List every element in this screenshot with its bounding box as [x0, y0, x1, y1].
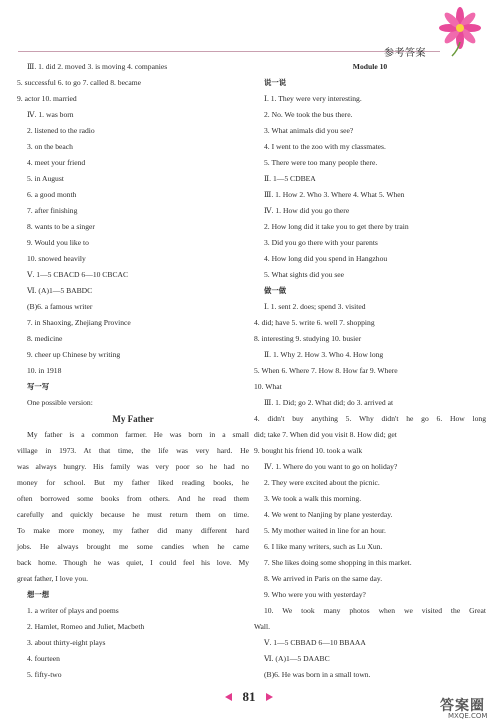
- answer-line: 8. We arrived in Paris on the same day.: [264, 574, 383, 583]
- answer-line: great father, I love you.: [17, 574, 88, 583]
- header-rule: [18, 51, 440, 52]
- answer-line: Ⅲ. 1. How 2. Who 3. Where 4. What 5. When: [264, 190, 405, 199]
- answer-line: 8. interesting 9. studying 10. busier: [254, 334, 362, 343]
- answer-line: 7. in Shaoxing, Zhejiang Province: [27, 318, 131, 327]
- answer-line: 10. snowed heavily: [27, 254, 86, 263]
- answer-line: was always hungry. His family was very poor so he had no: [17, 462, 249, 471]
- answer-line: 4. How long did you spend in Hangzhou: [264, 254, 388, 263]
- answer-line: 1. a writer of plays and poems: [27, 606, 119, 615]
- answer-line: To make more money, my father did many different hard: [17, 526, 249, 535]
- answer-line: 10. What: [254, 382, 282, 391]
- answer-line: 9. actor 10. married: [17, 94, 77, 103]
- answer-line: 2. Hamlet, Romeo and Juliet, Macbeth: [27, 622, 145, 631]
- answer-line: money for school. But my father liked reading books, he: [17, 478, 249, 487]
- answer-line: 4. did; have 5. write 6. well 7. shopping: [254, 318, 375, 327]
- watermark-logo: [440, 695, 500, 723]
- answer-line: 5. in August: [27, 174, 64, 183]
- answer-line: 2. No. We took the bus there.: [264, 110, 353, 119]
- answer-line: 3. We took a walk this morning.: [264, 494, 362, 503]
- answer-line: Ⅰ. 1. sent 2. does; spend 3. visited: [264, 302, 366, 311]
- flower-icon: [430, 2, 486, 58]
- answer-line: Module 10: [352, 62, 388, 71]
- answer-line: often borrowed some books from others. And he read them: [17, 494, 249, 503]
- answer-line: 5. My mother waited in line for an hour.: [264, 526, 386, 535]
- answer-line: 9. Who were you with yesterday?: [264, 590, 366, 599]
- answer-line: 3. about thirty-eight plays: [27, 638, 106, 647]
- answer-line: 2. They were excited about the picnic.: [264, 478, 380, 487]
- answer-line: 9. bought his friend 10. took a walk: [254, 446, 363, 455]
- answer-line: 5. What sights did you see: [264, 270, 345, 279]
- answer-line: 4. didn't buy anything 5. Why didn't he go 6. How long: [254, 414, 486, 423]
- page-header: [0, 0, 500, 60]
- answer-line: Ⅲ. 1. did 2. moved 3. is moving 4. companies: [27, 62, 168, 71]
- answer-line: 5. There were too many people there.: [264, 158, 378, 167]
- answer-line: 5. fifty-two: [27, 670, 62, 679]
- answer-line: Ⅰ. 1. They were very interesting.: [264, 94, 362, 103]
- answer-line: 做一做: [264, 286, 287, 295]
- answer-line: (B)6. He was born in a small town.: [264, 670, 371, 679]
- answer-line: carefully and quickly because he must return them on time.: [17, 510, 249, 519]
- answer-line: 4. We went to Nanjing by plane yesterday.: [264, 510, 393, 519]
- header-title: 参考答案: [384, 48, 426, 59]
- answer-line: Ⅳ. 1. Where do you want to go on holiday?: [264, 462, 398, 471]
- answer-line: Ⅵ. (A)1—5 DAABC: [264, 654, 330, 663]
- answer-line: 8. wants to be a singer: [27, 222, 95, 231]
- answer-line: 4. I went to the zoo with my classmates.: [264, 142, 386, 151]
- answer-line: village in 1973. At that time, the life was very hard. He: [17, 446, 249, 455]
- watermark-text: 答案圈: [440, 698, 485, 714]
- answer-line: Ⅱ. 1. Why 2. How 3. Who 4. How long: [264, 350, 384, 359]
- answer-line: 说一说: [264, 78, 287, 87]
- answer-line: jobs. He always brought me some candies when he came: [17, 542, 249, 551]
- answer-line: Ⅴ. 1—5 CBACD 6—10 CBCAC: [27, 270, 129, 279]
- answer-line: 7. after finishing: [27, 206, 78, 215]
- answer-line: 9. Would you like to: [27, 238, 89, 247]
- page-number: [229, 687, 269, 709]
- answer-line: 5. successful 6. to go 7. called 8. became: [17, 78, 141, 87]
- answer-line: 5. When 6. Where 7. How 8. How far 9. Where: [254, 366, 398, 375]
- answer-line: 想一想: [27, 590, 50, 599]
- answer-line: 10. in 1918: [27, 366, 62, 375]
- answer-line: 3. Did you go there with your parents: [264, 238, 378, 247]
- answer-line: (B)6. a famous writer: [27, 302, 93, 311]
- answer-line: Ⅲ. 1. Did; go 2. What did; do 3. arrived at: [264, 398, 394, 407]
- answer-line: My Father: [112, 414, 154, 424]
- answer-line: 2. How long did it take you to get there by train: [264, 222, 409, 231]
- answer-line: 10. We took many photos when we visited the Great: [264, 606, 486, 615]
- watermark-url: MXQE.COM: [448, 712, 488, 720]
- answer-line: 4. meet your friend: [27, 158, 86, 167]
- answer-line: 6. a good month: [27, 190, 77, 199]
- answer-line: back home. Though he was quiet, I could feel his love. My: [17, 558, 249, 567]
- answer-line: One possible version:: [27, 398, 93, 407]
- answer-line: Ⅱ. 1—5 CDBEA: [264, 174, 316, 183]
- answer-line: 6. I like many writers, such as Lu Xun.: [264, 542, 383, 551]
- answer-line: Ⅳ. 1. was born: [27, 110, 74, 119]
- answer-line: did; take 7. When did you visit 8. How did; get: [254, 430, 397, 439]
- answer-line: 2. listened to the radio: [27, 126, 95, 135]
- answer-line: Ⅳ. 1. How did you go there: [264, 206, 350, 215]
- answer-line: 8. medicine: [27, 334, 63, 343]
- answer-line: 4. fourteen: [27, 654, 60, 663]
- answer-line: 9. cheer up Chinese by writing: [27, 350, 121, 359]
- page-arrow-right-icon: [266, 693, 273, 701]
- answer-line: Wall.: [254, 622, 271, 631]
- answer-line: 写一写: [27, 382, 50, 391]
- answer-line: 7. She likes doing some shopping in this market.: [264, 558, 412, 567]
- answer-line: My father is a common farmer. He was born in a small: [27, 430, 249, 439]
- page-number-text: 81: [242, 689, 256, 704]
- answer-line: Ⅴ. 1—5 CBBAD 6—10 BBAAA: [264, 638, 366, 647]
- answer-line: 3. on the beach: [27, 142, 73, 151]
- answer-line: 3. What animals did you see?: [264, 126, 354, 135]
- answer-line: Ⅵ. (A)1—5 BABDC: [27, 286, 93, 295]
